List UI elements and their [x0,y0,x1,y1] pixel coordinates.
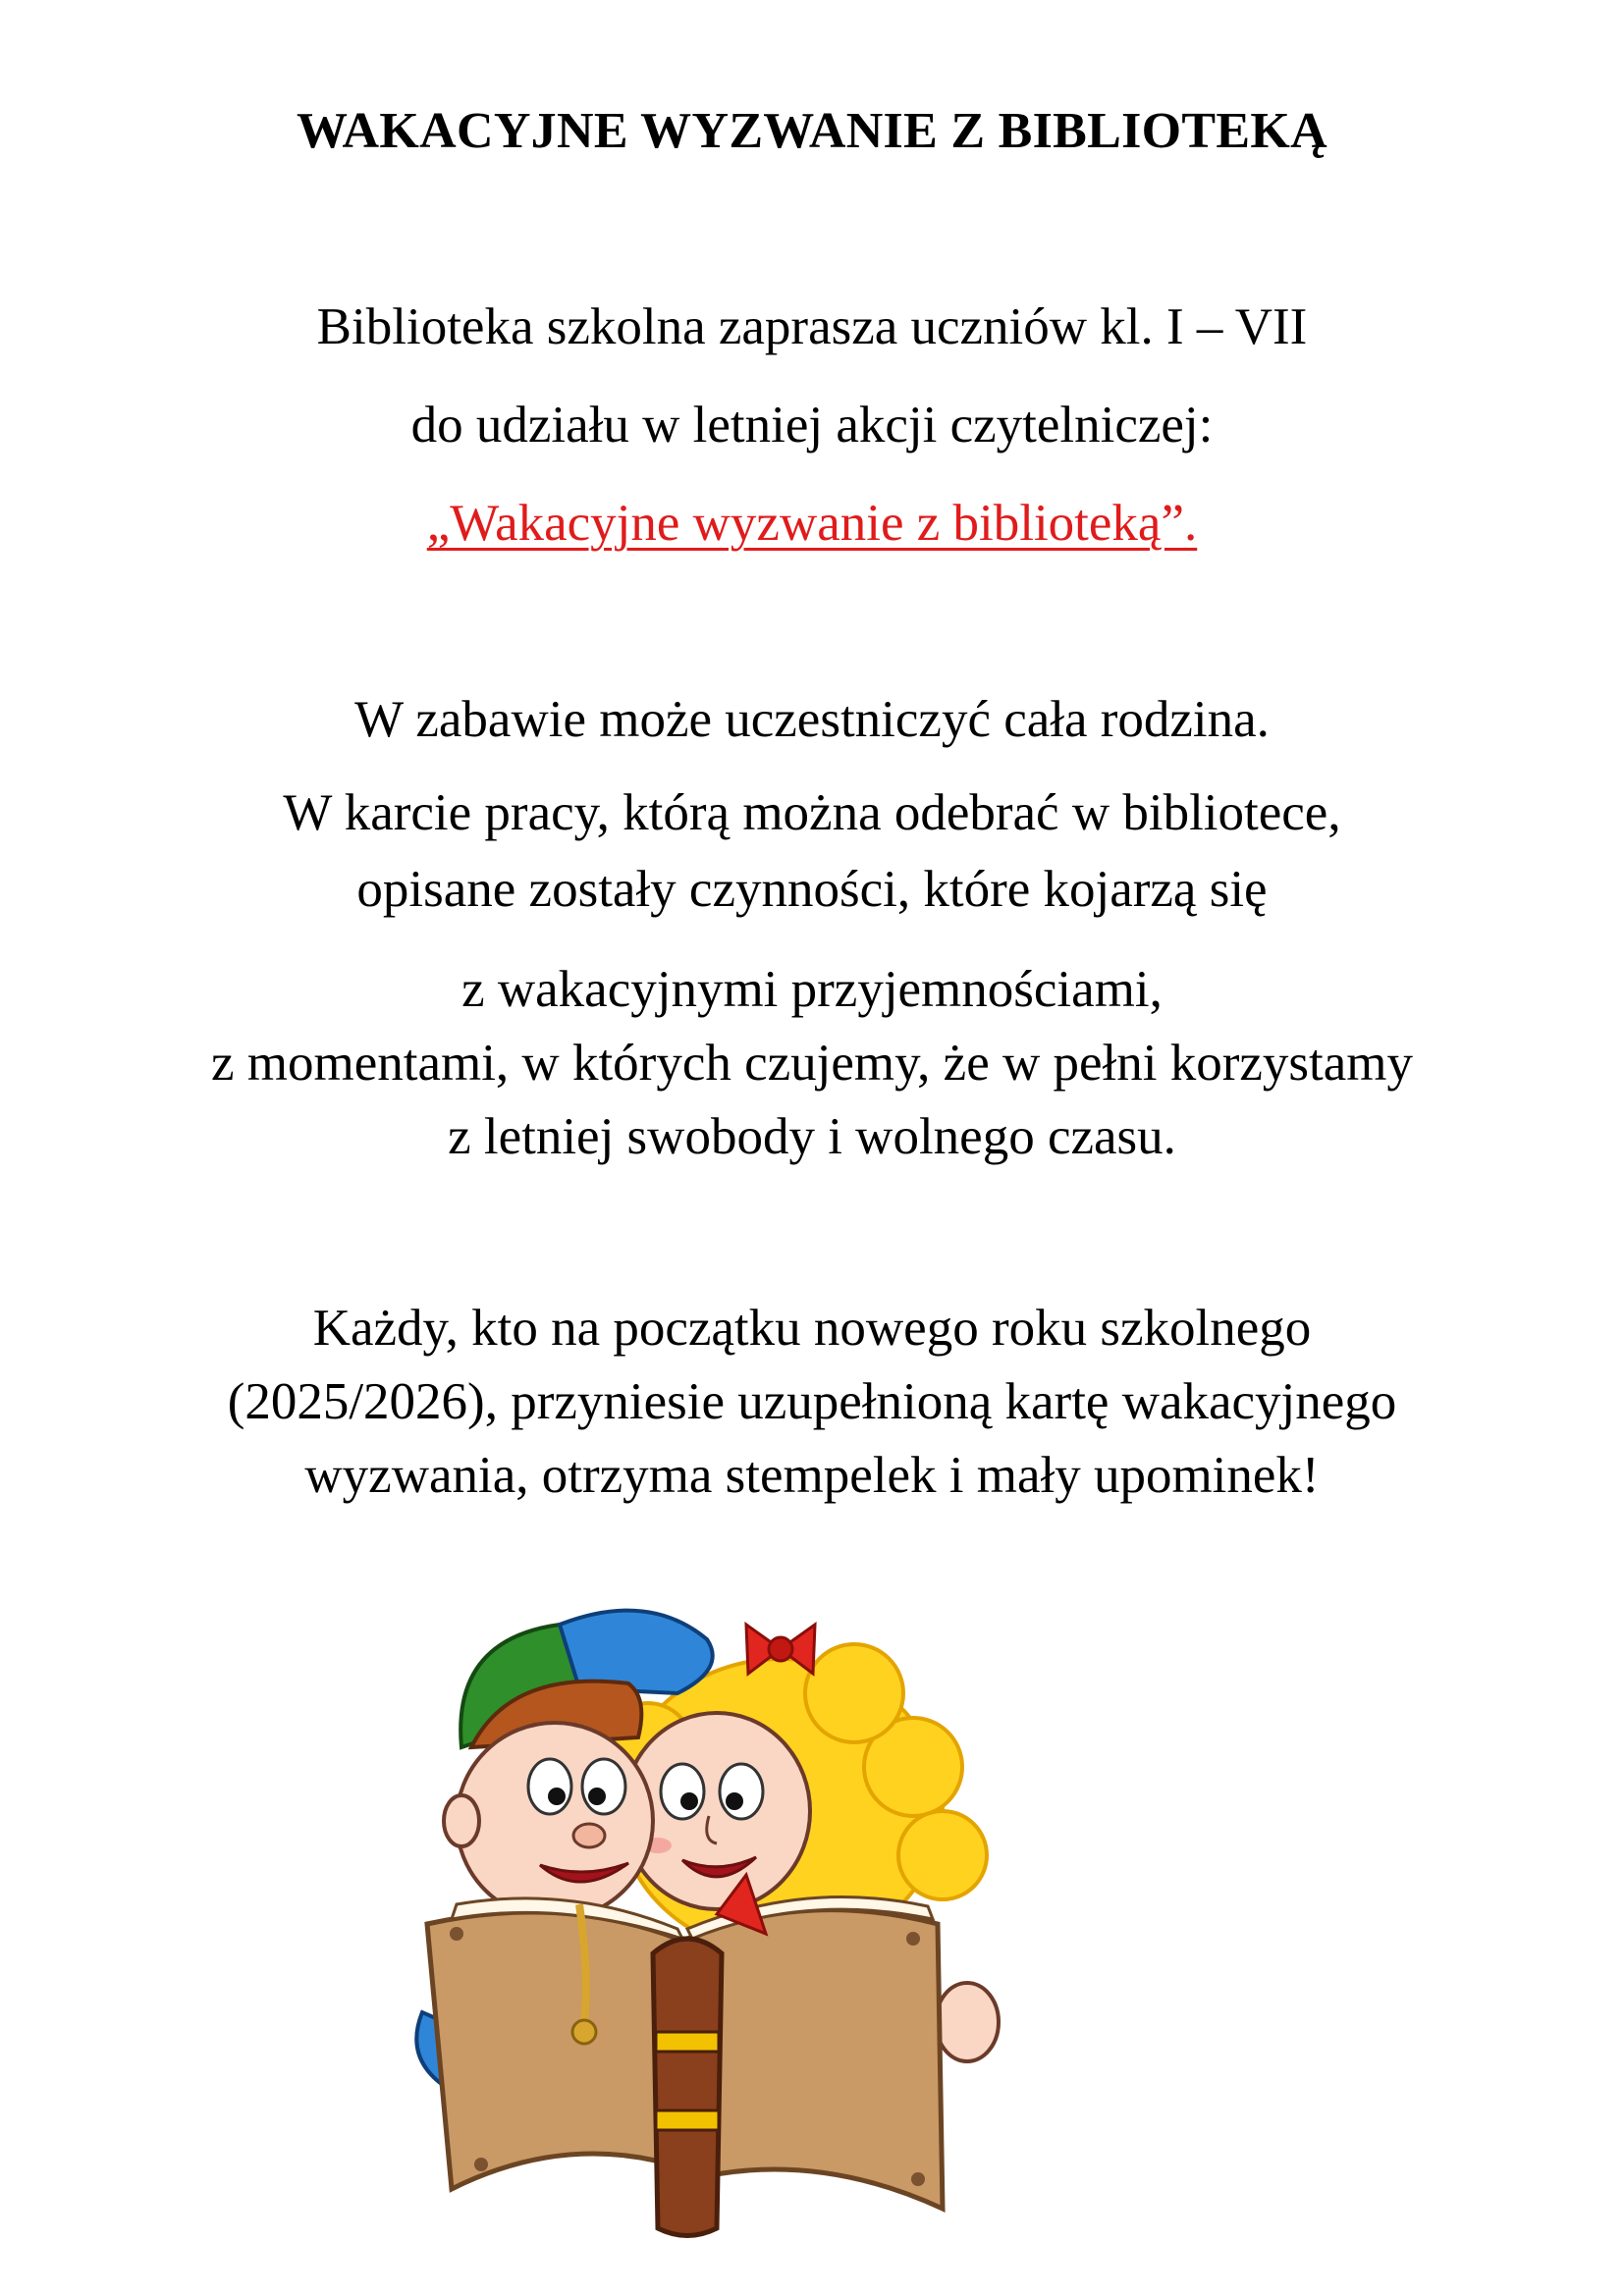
page-title: WAKACYJNE WYZWANIE Z BIBLIOTEKĄ [296,103,1327,159]
family-line-1: W zabawie może uczestniczyć cała rodzina. [354,691,1270,748]
children-reading-book-icon [393,1600,1021,2248]
family-line-6: z letniej swobody i wolnego czasu. [448,1108,1176,1165]
intro-line-1: Biblioteka szkolna zaprasza uczniów kl. I – VII [316,298,1308,355]
family-line-2: W karcie pracy, którą można odebrać w bibliotece, [283,784,1341,841]
campaign-name [0,494,1624,553]
reward-line-3: wyzwania, otrzyma stempelek i mały upominek! [304,1447,1320,1504]
family-line-3: opisane zostały czynności, które kojarzą się [356,861,1268,918]
intro-line-2: do udziału w letniej akcji czytelniczej: [410,397,1214,454]
reward-line-2: (2025/2026), przyniesie uzupełnioną kartę wakacyjnego [227,1373,1397,1430]
family-line-4: z wakacyjnymi przyjemnościami, [461,961,1163,1018]
campaign-name-text: „Wakacyjne wyzwanie z biblioteką”. [426,495,1198,552]
book [427,1875,943,2236]
family-line-5: z momentami, w których czujemy, że w pełni korzystamy [210,1035,1414,1092]
reward-line-1: Każdy, kto na początku nowego roku szkolnego [312,1300,1312,1357]
